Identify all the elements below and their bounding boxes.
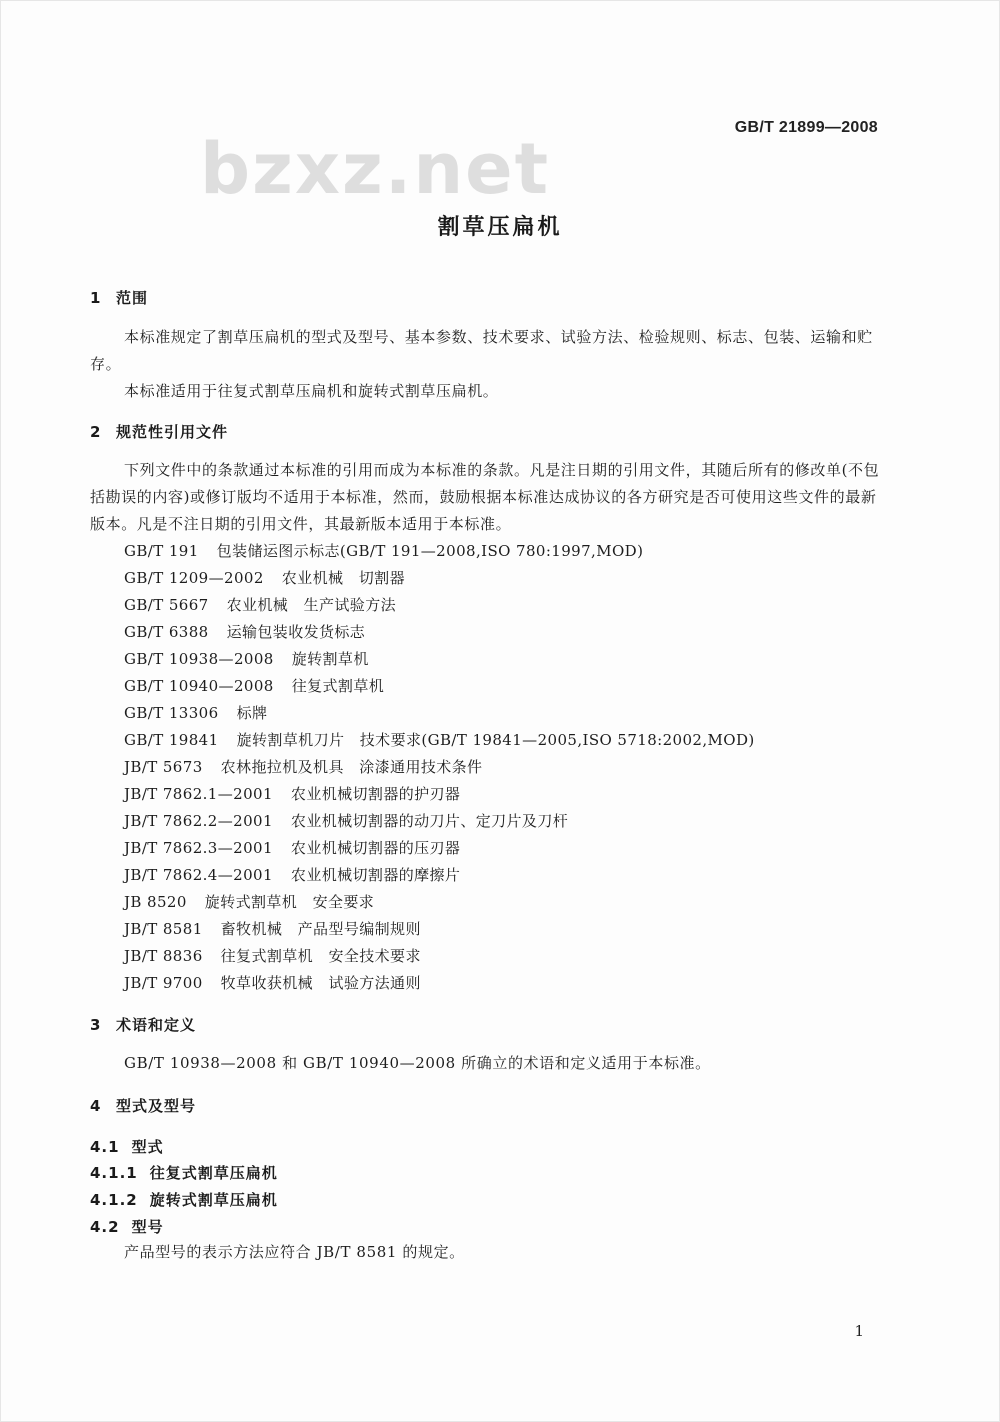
section-4-1-heading — [90, 1136, 164, 1157]
section-number: 2 — [90, 423, 102, 441]
section-3-paragraph: GB/T 10938—2008 和 GB/T 10940—2008 所确立的术语和定义适用于本标准。 — [124, 1054, 711, 1072]
section-1-paragraph-1: 本标准规定了割草压扁机的型式及型号、基本参数、技术要求、试验方法、检验规则、标志、包装、运输和贮存。 — [90, 328, 873, 373]
reference-code: JB/T 7862.4—2001 — [124, 866, 273, 884]
reference-title: 旋转式割草机 安全要求 — [204, 893, 375, 911]
section-number: 4.2 — [90, 1218, 120, 1236]
reference-code: JB/T 7862.1—2001 — [124, 785, 273, 803]
reference-item — [124, 727, 755, 754]
section-4-2-paragraph: 产品型号的表示方法应符合 JB/T 8581 的规定。 — [124, 1243, 465, 1261]
reference-title: 畜牧机械 产品型号编制规则 — [220, 920, 421, 938]
watermark: bzxz.net — [200, 128, 551, 210]
section-4-1-1-heading — [90, 1162, 278, 1183]
reference-title: 旋转割草机 — [291, 650, 369, 668]
reference-title: 农林拖拉机及机具 涂漆通用技术条件 — [220, 758, 483, 776]
section-title: 型式 — [131, 1138, 164, 1156]
section-title: 术语和定义 — [116, 1016, 197, 1034]
section-title: 往复式割草压扁机 — [149, 1164, 278, 1182]
reference-item — [124, 538, 755, 565]
reference-title: 标牌 — [236, 704, 268, 722]
reference-code: JB/T 9700 — [124, 974, 203, 992]
document-title: 割草压扁机 — [437, 215, 563, 240]
section-4-heading — [90, 1095, 196, 1116]
section-3-heading — [90, 1014, 196, 1035]
section-number: 4 — [90, 1097, 102, 1115]
reference-code: JB/T 5673 — [124, 758, 203, 776]
reference-code: GB/T 13306 — [124, 704, 219, 722]
standard-number: GB/T 21899—2008 — [734, 119, 878, 136]
reference-item — [124, 916, 755, 943]
section-title: 型号 — [131, 1218, 164, 1236]
reference-item — [124, 808, 755, 835]
reference-title: 农业机械切割器的动刀片、定刀片及刀杆 — [290, 812, 569, 830]
reference-item — [124, 565, 755, 592]
reference-item — [124, 835, 755, 862]
reference-item — [124, 673, 755, 700]
reference-code: JB 8520 — [124, 893, 187, 911]
reference-title: 牧草收获机械 试验方法通则 — [220, 974, 421, 992]
reference-title: 农业机械切割器的压刃器 — [290, 839, 461, 857]
page-number: 1 — [854, 1322, 864, 1340]
section-4-2-heading — [90, 1216, 164, 1237]
reference-code: JB/T 8836 — [124, 947, 203, 965]
reference-item — [124, 700, 755, 727]
reference-title: 往复式割草机 安全技术要求 — [220, 947, 421, 965]
reference-code: GB/T 5667 — [124, 596, 209, 614]
reference-title: 往复式割草机 — [291, 677, 385, 695]
reference-title: 农业机械 切割器 — [281, 569, 405, 587]
reference-item — [124, 754, 755, 781]
section-1-paragraph-2: 本标准适用于往复式割草压扁机和旋转式割草压扁机。 — [124, 382, 499, 400]
reference-item — [124, 862, 755, 889]
section-title: 型式及型号 — [116, 1097, 197, 1115]
reference-code: JB/T 7862.2—2001 — [124, 812, 273, 830]
reference-title: 农业机械 生产试验方法 — [226, 596, 397, 614]
reference-item — [124, 943, 755, 970]
reference-item — [124, 889, 755, 916]
reference-item — [124, 781, 755, 808]
reference-code: GB/T 19841 — [124, 731, 219, 749]
reference-code: GB/T 10940—2008 — [124, 677, 274, 695]
reference-code: JB/T 7862.3—2001 — [124, 839, 273, 857]
section-2-intro: 下列文件中的条款通过本标准的引用而成为本标准的条款。凡是注日期的引用文件，其随后所有的修改单(不包括勘误的内容)或修订版均不适用于本标准，然而，鼓励根据本标准达成协议的各方研究是否可使用这些文件的最新版本。凡是不注日期的引用文件，其最新版本适用于本标准。 — [90, 461, 880, 533]
section-1-heading — [90, 287, 148, 308]
reference-code: GB/T 6388 — [124, 623, 209, 641]
reference-code: GB/T 10938—2008 — [124, 650, 274, 668]
reference-code: JB/T 8581 — [124, 920, 203, 938]
reference-title: 运输包装收发货标志 — [226, 623, 366, 641]
reference-item — [124, 970, 755, 997]
section-number: 4.1 — [90, 1138, 120, 1156]
section-2-heading — [90, 421, 228, 442]
section-title: 规范性引用文件 — [116, 423, 229, 441]
reference-item — [124, 619, 755, 646]
section-number: 1 — [90, 289, 102, 307]
reference-title: 农业机械切割器的护刃器 — [290, 785, 461, 803]
section-number: 4.1.2 — [90, 1191, 138, 1209]
reference-item — [124, 646, 755, 673]
section-title: 范围 — [116, 289, 149, 307]
section-number: 4.1.1 — [90, 1164, 138, 1182]
reference-code: GB/T 1209—2002 — [124, 569, 264, 587]
section-title: 旋转式割草压扁机 — [149, 1191, 278, 1209]
normative-references-list — [124, 538, 755, 997]
section-4-1-2-heading — [90, 1189, 278, 1210]
reference-item — [124, 592, 755, 619]
reference-title: 包装储运图示标志(GB/T 191—2008,ISO 780:1997,MOD) — [216, 542, 644, 560]
reference-title: 旋转割草机刀片 技术要求(GB/T 19841—2005,ISO 5718:2002,MOD) — [236, 731, 755, 749]
reference-title: 农业机械切割器的摩擦片 — [290, 866, 461, 884]
section-number: 3 — [90, 1016, 102, 1034]
reference-code: GB/T 191 — [124, 542, 199, 560]
